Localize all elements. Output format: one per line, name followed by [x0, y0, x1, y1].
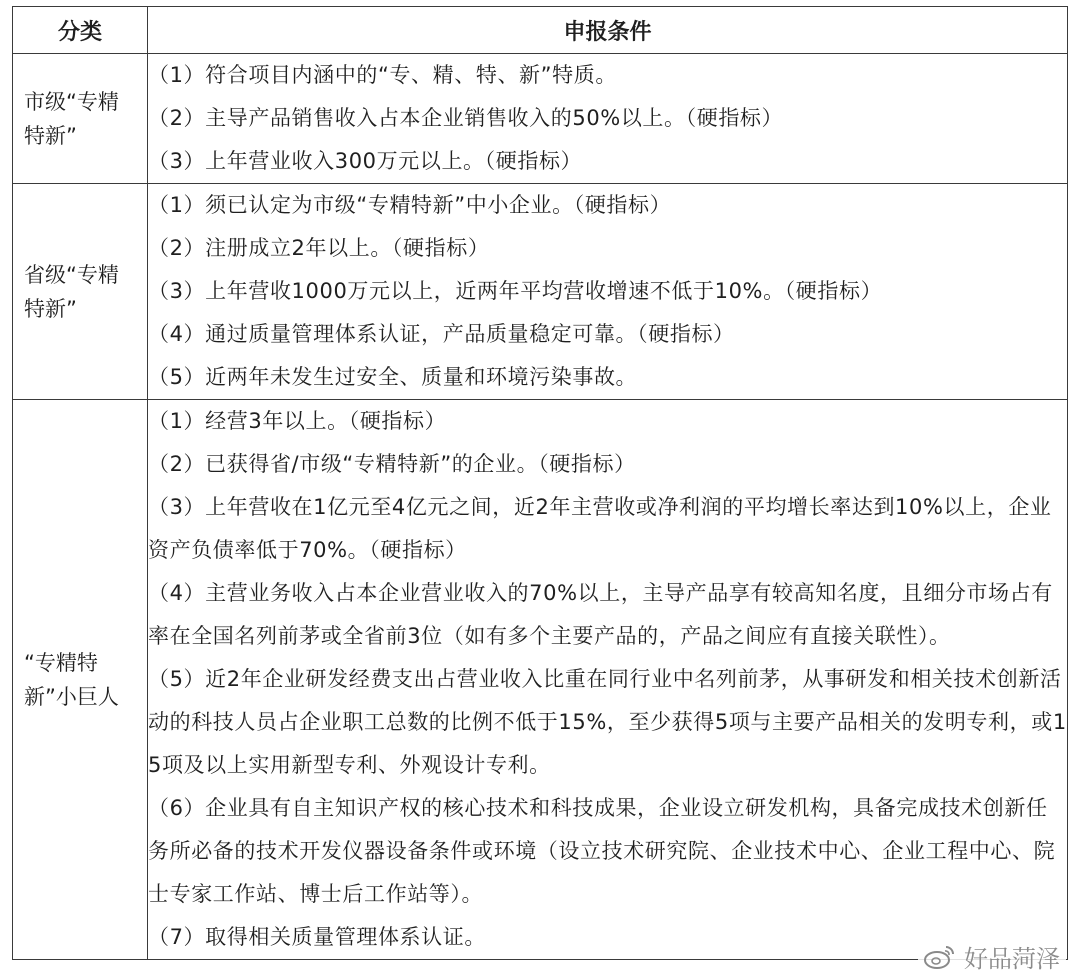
- condition-item: （1）经营3年以上。（硬指标）: [148, 409, 447, 433]
- watermark: [918, 937, 1066, 976]
- header-row: [13, 7, 1068, 54]
- weibo-icon: [924, 944, 956, 970]
- condition-item: （1）符合项目内涵中的“专、精、特、新”特质。: [148, 63, 617, 87]
- category-cell: [13, 54, 148, 184]
- criteria-table: [12, 6, 1068, 960]
- condition-item: （2）注册成立2年以上。（硬指标）: [148, 236, 490, 260]
- table-row: [13, 54, 1068, 184]
- header-conditions: 申报条件: [148, 7, 1068, 54]
- conditions-cell: [148, 400, 1068, 960]
- condition-item: （3）上年营收1000万元以上，近两年平均营收增速不低于10%。（硬指标）: [148, 279, 883, 303]
- table-row: [13, 400, 1068, 960]
- category-label: 市级“专精特新”: [24, 89, 119, 148]
- condition-item: （4）主营业务收入占本企业营业收入的70%以上，主导产品享有较高知名度，且细分市场占有率在全国名列前茅或全省前3位（如有多个主要产品的，产品之间应有直接关联性）。: [148, 581, 1053, 648]
- condition-item: （1）须已认定为市级“专精特新”中小企业。（硬指标）: [148, 193, 672, 217]
- condition-item: （3）上年营业收入300万元以上。（硬指标）: [148, 149, 583, 173]
- table-row: [13, 184, 1068, 400]
- watermark-text: 好品菏泽: [964, 945, 1060, 973]
- condition-item: （4）通过质量管理体系认证，产品质量稳定可靠。（硬指标）: [148, 322, 735, 346]
- condition-item: （2）主导产品销售收入占本企业销售收入的50%以上。（硬指标）: [148, 106, 784, 130]
- category-cell: [13, 400, 148, 960]
- category-cell: [13, 184, 148, 400]
- condition-item: （6）企业具有自主知识产权的核心技术和科技成果，企业设立研发机构，具备完成技术创新任务所必备的技术开发仪器设备条件或环境（设立技术研究院、企业技术中心、企业工程中心、院士专家工作站、博士后工作站等）。: [148, 796, 1056, 906]
- condition-item: （3）上年营收在1亿元至4亿元之间，近2年主营收或净利润的平均增长率达到10%以上，企业资产负债率低于70%。（硬指标）: [148, 495, 1052, 562]
- condition-item: （2）已获得省/市级“专精特新”的企业。（硬指标）: [148, 452, 636, 476]
- category-label: 省级“专精特新”: [24, 262, 119, 321]
- category-label: “专精特新”小巨人: [24, 650, 119, 709]
- header-category: 分类: [13, 7, 148, 54]
- conditions-cell: [148, 184, 1068, 400]
- conditions-cell: [148, 54, 1068, 184]
- condition-item: （5）近两年未发生过安全、质量和环境污染事故。: [148, 365, 638, 389]
- condition-item: （7）取得相关质量管理体系认证。: [148, 925, 486, 949]
- condition-item: （5）近2年企业研发经费支出占营业收入比重在同行业中名列前茅，从事研发和相关技术创新活动的科技人员占企业职工总数的比例不低于15%，至少获得5项与主要产品相关的发明专利，或15项及以上实用新型专利、外观设计专利。: [148, 667, 1067, 777]
